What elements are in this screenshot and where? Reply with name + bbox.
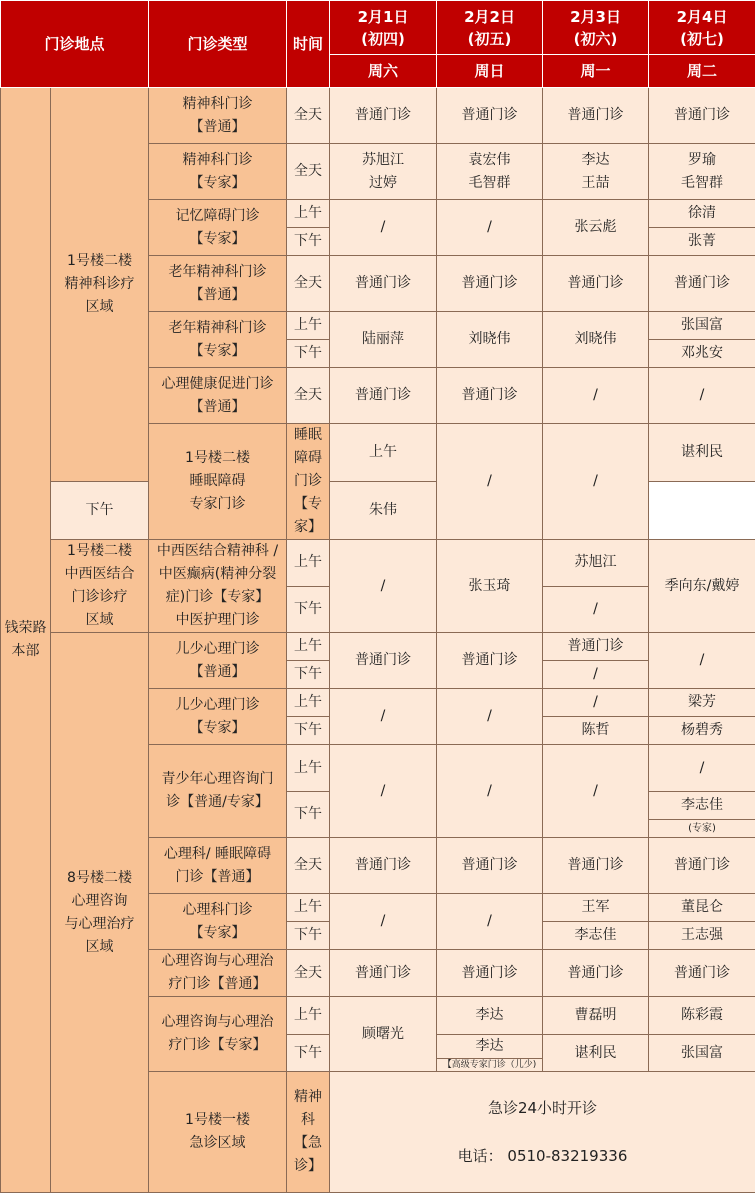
time-period: 全天 xyxy=(287,256,330,312)
clinic-type: 心理科门诊 【专家】 xyxy=(149,894,287,950)
schedule-cell: 朱伟 xyxy=(330,482,437,540)
schedule-cell: 普通门诊 xyxy=(543,256,649,312)
header-time: 时间 xyxy=(287,1,330,88)
header-weekday-2: 周日 xyxy=(437,55,543,88)
header-clinic-type: 门诊类型 xyxy=(149,1,287,88)
schedule-cell: 王志强 xyxy=(649,922,755,950)
schedule-cell: / xyxy=(543,424,649,540)
schedule-cell: / xyxy=(649,368,755,424)
time-period: 全天 xyxy=(287,368,330,424)
time-period: 上午 xyxy=(287,997,330,1035)
schedule-cell: 董昆仑 xyxy=(649,894,755,922)
schedule-cell: 普通门诊 xyxy=(330,838,437,894)
time-period: 上午 xyxy=(287,689,330,717)
schedule-cell: / xyxy=(543,661,649,689)
clinic-type: 中西医结合精神科 / 中医癫病(精神分裂 症)门诊【专家】 中医护理门诊 xyxy=(149,540,287,633)
schedule-cell: 普通门诊 xyxy=(649,88,755,144)
header-weekday-4: 周二 xyxy=(649,55,755,88)
time-period: 下午 xyxy=(51,482,149,540)
campus-label: 钱荣路 本部 xyxy=(1,88,51,1193)
time-period: 上午 xyxy=(287,312,330,340)
schedule-cell: / xyxy=(543,745,649,838)
schedule-cell: 邓兆安 xyxy=(649,340,755,368)
schedule-cell: / xyxy=(330,540,437,633)
clinic-type: 儿少心理门诊 【普通】 xyxy=(149,633,287,689)
schedule-cell: / xyxy=(330,894,437,950)
time-period: 下午 xyxy=(287,792,330,838)
schedule-cell-note: (专家) xyxy=(649,820,755,838)
header-date-1: 2月1日 (初四) xyxy=(330,1,437,55)
schedule-cell: 谌利民 xyxy=(649,424,755,482)
schedule-cell: / xyxy=(437,200,543,256)
schedule-cell: 刘晓伟 xyxy=(543,312,649,368)
time-period: 下午 xyxy=(287,922,330,950)
schedule-cell: 普通门诊 xyxy=(543,88,649,144)
schedule-cell: / xyxy=(543,368,649,424)
header-date-3: 2月3日 (初六) xyxy=(543,1,649,55)
schedule-cell: 普通门诊 xyxy=(543,838,649,894)
header-weekday-1: 周六 xyxy=(330,55,437,88)
time-period: 上午 xyxy=(287,745,330,792)
header-date-4: 2月4日 (初七) xyxy=(649,1,755,55)
schedule-cell: 普通门诊 xyxy=(330,368,437,424)
schedule-cell: 季向东/戴婷 xyxy=(649,540,755,633)
area-building1-psychiatry: 1号楼二楼 精神科诊疗 区域 xyxy=(51,88,149,482)
schedule-cell: 张菁 xyxy=(649,228,755,256)
schedule-cell: 普通门诊 xyxy=(330,633,437,689)
time-period: 下午 xyxy=(287,228,330,256)
schedule-cell: 张国富 xyxy=(649,1035,755,1072)
schedule-cell: 杨碧秀 xyxy=(649,717,755,745)
schedule-cell: 普通门诊 xyxy=(649,838,755,894)
header-weekday-3: 周一 xyxy=(543,55,649,88)
schedule-cell: 普通门诊 xyxy=(437,88,543,144)
schedule-cell: / xyxy=(330,689,437,745)
time-period: 上午 xyxy=(330,424,437,482)
area-building1-emergency: 1号楼一楼 急诊区域 xyxy=(149,1072,287,1193)
clinic-type: 睡眠障碍门诊 【专家】 xyxy=(287,424,330,540)
schedule-cell: 王军 xyxy=(543,894,649,922)
clinic-type: 老年精神科门诊 【专家】 xyxy=(149,312,287,368)
clinic-type: 精神科门诊 【专家】 xyxy=(149,144,287,200)
schedule-cell: 普通门诊 xyxy=(330,950,437,997)
clinic-type: 精神科门诊 【普通】 xyxy=(149,88,287,144)
header-location: 门诊地点 xyxy=(1,1,149,88)
schedule-cell: / xyxy=(437,689,543,745)
time-period: 全天 xyxy=(287,838,330,894)
schedule-cell: 李志佳 xyxy=(649,792,755,820)
time-period: 下午 xyxy=(287,586,330,633)
schedule-cell: 陈哲 xyxy=(543,717,649,745)
schedule-cell: / xyxy=(437,424,543,540)
schedule-cell-note: 【高级专家门诊（儿少) xyxy=(437,1059,543,1072)
clinic-type: 记忆障碍门诊 【专家】 xyxy=(149,200,287,256)
schedule-cell: / xyxy=(649,633,755,689)
schedule-cell: 袁宏伟 毛智群 xyxy=(437,144,543,200)
header-date-2: 2月2日 (初五) xyxy=(437,1,543,55)
schedule-cell: 普通门诊 xyxy=(330,256,437,312)
schedule-cell: 徐清 xyxy=(649,200,755,228)
schedule-cell: 普通门诊 xyxy=(649,256,755,312)
area-building1-sleep: 1号楼二楼 睡眠障碍 专家门诊 xyxy=(149,424,287,540)
time-period: 下午 xyxy=(287,661,330,689)
time-period: 上午 xyxy=(287,633,330,661)
schedule-cell: / xyxy=(543,586,649,633)
time-period: 下午 xyxy=(287,1035,330,1072)
schedule-cell: 陆丽萍 xyxy=(330,312,437,368)
schedule-cell: 普通门诊 xyxy=(330,88,437,144)
schedule-cell: 张国富 xyxy=(649,312,755,340)
time-period: 上午 xyxy=(287,540,330,587)
schedule-cell: 顾曙光 xyxy=(330,997,437,1072)
time-period: 上午 xyxy=(287,894,330,922)
schedule-cell: 张云彪 xyxy=(543,200,649,256)
schedule-cell: 梁芳 xyxy=(649,689,755,717)
schedule-cell: / xyxy=(543,689,649,717)
time-period: 上午 xyxy=(287,200,330,228)
area-building8-counseling: 8号楼二楼 心理咨询 与心理治疗 区域 xyxy=(51,633,149,1193)
schedule-cell: 李达 xyxy=(437,997,543,1035)
time-period: 全天 xyxy=(287,950,330,997)
schedule-cell: 罗瑜 毛智群 xyxy=(649,144,755,200)
time-period: 下午 xyxy=(287,717,330,745)
schedule-cell: 谌利民 xyxy=(543,1035,649,1072)
schedule-cell: 苏旭江 过婷 xyxy=(330,144,437,200)
schedule-cell: 陈彩霞 xyxy=(649,997,755,1035)
schedule-cell: 张玉琦 xyxy=(437,540,543,633)
schedule-cell: 普通门诊 xyxy=(437,633,543,689)
schedule-cell: 李达 xyxy=(437,1035,543,1059)
clinic-type: 心理健康促进门诊 【普通】 xyxy=(149,368,287,424)
schedule-cell: / xyxy=(330,200,437,256)
schedule-cell: 普通门诊 xyxy=(543,950,649,997)
schedule-cell: 李达 王喆 xyxy=(543,144,649,200)
emergency-phone: 电话： 0510-83219336 xyxy=(457,1147,628,1165)
schedule-cell: / xyxy=(437,894,543,950)
area-building1-tcm: 1号楼二楼 中西医结合 门诊诊疗 区域 xyxy=(51,540,149,633)
clinic-type: 老年精神科门诊 【普通】 xyxy=(149,256,287,312)
schedule-cell: / xyxy=(437,745,543,838)
emergency-hours: 急诊24小时开诊 xyxy=(487,1099,598,1117)
schedule-cell: 普通门诊 xyxy=(437,368,543,424)
schedule-cell: 普通门诊 xyxy=(437,838,543,894)
clinic-type: 心理咨询与心理治 疗门诊【普通】 xyxy=(149,950,287,997)
schedule-cell: / xyxy=(649,745,755,792)
time-period: 全天 xyxy=(287,88,330,144)
schedule-cell: 刘晓伟 xyxy=(437,312,543,368)
schedule-cell: 曹磊明 xyxy=(543,997,649,1035)
schedule-cell: 普通门诊 xyxy=(543,633,649,661)
time-period: 下午 xyxy=(287,340,330,368)
clinic-type: 心理科/ 睡眠障碍 门诊【普通】 xyxy=(149,838,287,894)
clinic-type: 青少年心理咨询门 诊【普通/专家】 xyxy=(149,745,287,838)
time-period: 全天 xyxy=(287,144,330,200)
clinic-type: 儿少心理门诊 【专家】 xyxy=(149,689,287,745)
schedule-cell: 苏旭江 xyxy=(543,540,649,587)
clinic-type: 心理咨询与心理治 疗门诊【专家】 xyxy=(149,997,287,1072)
schedule-cell: 李志佳 xyxy=(543,922,649,950)
schedule-cell: 普通门诊 xyxy=(437,950,543,997)
schedule-cell: / xyxy=(330,745,437,838)
clinic-type: 精神科 【急诊】 xyxy=(287,1072,330,1193)
emergency-info xyxy=(330,1072,755,1193)
schedule-cell: 普通门诊 xyxy=(649,950,755,997)
schedule-cell: 普通门诊 xyxy=(437,256,543,312)
